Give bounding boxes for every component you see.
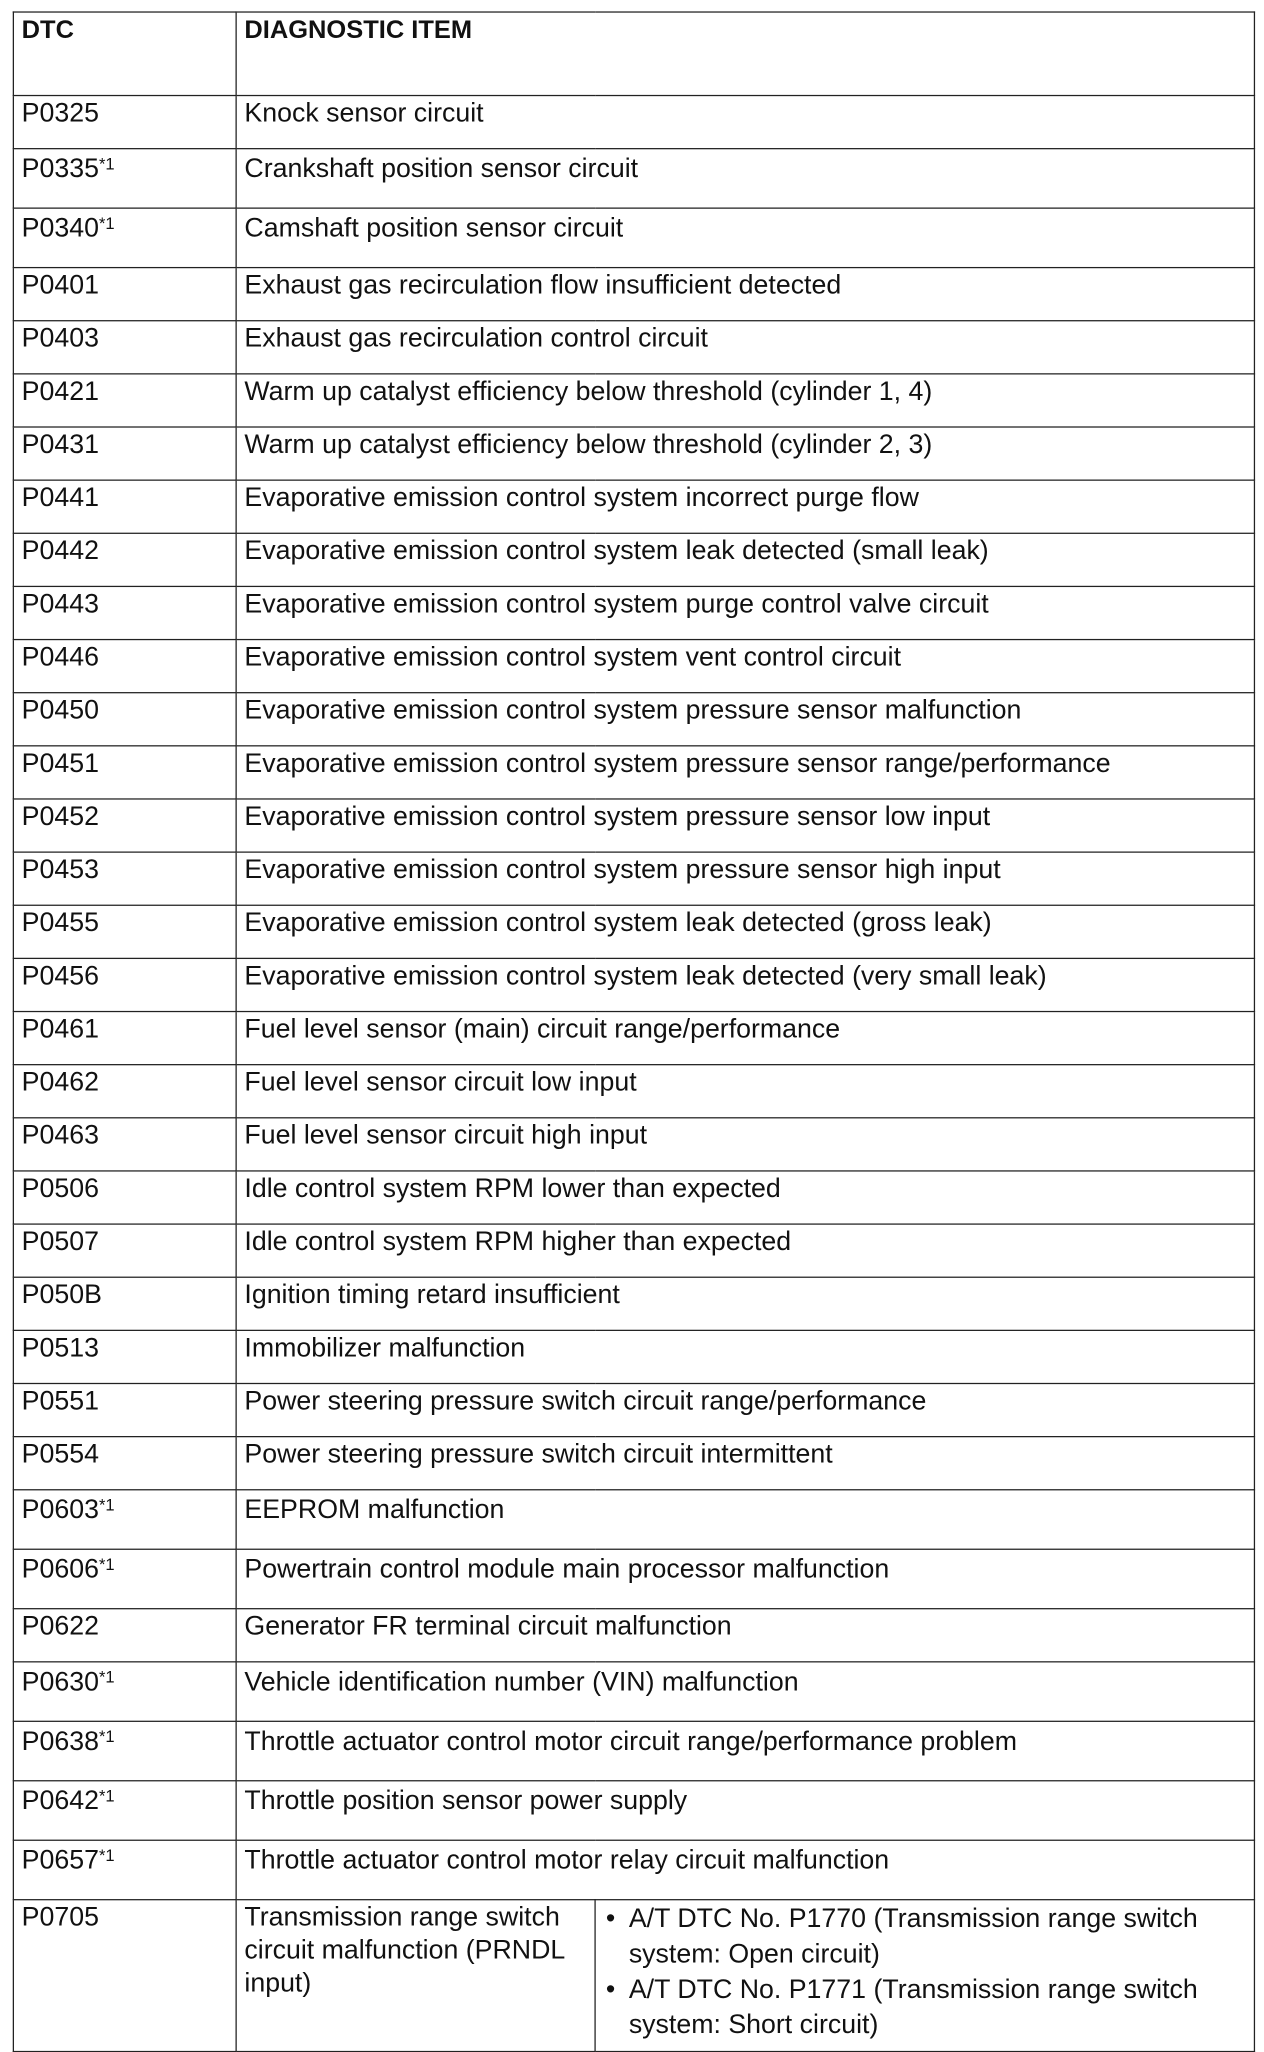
table-row — [13, 1609, 1254, 1662]
dtc-code: P0441 — [21, 483, 99, 513]
table-row-p0705 — [13, 1900, 1254, 2052]
dtc-code-cell — [13, 374, 236, 427]
dtc-code-cell — [13, 693, 236, 746]
diagnostic-item-cell: Power steering pressure switch circuit intermittent — [236, 1437, 1254, 1490]
dtc-code: P0401 — [21, 270, 99, 300]
table-row — [13, 1662, 1254, 1721]
dtc-code: P0456 — [21, 961, 99, 991]
footnote-marker: *1 — [98, 154, 115, 174]
related-dtc-item: • A/T DTC No. P1770 (Transmission range switch system: Open circuit) — [624, 1902, 1246, 1973]
dtc-code-cell — [13, 1224, 236, 1277]
diagnostic-item-cell: Exhaust gas recirculation flow insufficient detected — [236, 268, 1254, 321]
dtc-code-cell — [13, 96, 236, 149]
diagnostic-item-cell: Evaporative emission control system purge control valve circuit — [236, 586, 1254, 639]
table-row — [13, 1437, 1254, 1490]
dtc-code: P0507 — [21, 1227, 99, 1257]
dtc-code: P0630 — [21, 1667, 99, 1697]
dtc-code-cell — [13, 1781, 236, 1840]
table-row — [13, 1012, 1254, 1065]
dtc-code: P0453 — [21, 855, 99, 885]
table-row — [13, 149, 1254, 208]
dtc-code-cell — [13, 149, 236, 208]
table-row — [13, 208, 1254, 267]
dtc-code: P0622 — [21, 1611, 99, 1641]
related-dtc-item: • A/T DTC No. P1771 (Transmission range switch system: Short circuit) — [624, 1972, 1246, 2043]
dtc-code: P0442 — [21, 536, 99, 566]
dtc-code: P0451 — [21, 748, 99, 779]
table-row — [13, 958, 1254, 1011]
table-row — [13, 1383, 1254, 1436]
dtc-code: P0431 — [21, 430, 99, 460]
diagnostic-item-cell: Evaporative emission control system pressure sensor range/performance — [236, 746, 1254, 799]
diagnostic-item-cell: Throttle actuator control motor circuit range/performance problem — [236, 1721, 1254, 1780]
table-row — [13, 1721, 1254, 1780]
diagnostic-item-cell: Fuel level sensor circuit low input — [236, 1065, 1254, 1118]
diagnostic-item-cell: Exhaust gas recirculation control circuit — [236, 321, 1254, 374]
dtc-code: P0443 — [21, 589, 99, 619]
dtc-code: P0452 — [21, 802, 99, 832]
dtc-code: P0705 — [21, 1902, 99, 1932]
diagnostic-item-cell: Camshaft position sensor circuit — [236, 208, 1254, 267]
dtc-code-cell — [13, 1609, 236, 1662]
table-row — [13, 693, 1254, 746]
table-row — [13, 1330, 1254, 1383]
table-row — [13, 321, 1254, 374]
dtc-code: P0461 — [21, 1014, 99, 1044]
dtc-code-cell — [13, 1383, 236, 1436]
diagnostic-item-cell: Throttle actuator control motor relay circuit malfunction — [236, 1840, 1254, 1899]
footnote-marker: *1 — [98, 1495, 115, 1515]
dtc-code-cell — [13, 1437, 236, 1490]
dtc-code: P0421 — [21, 377, 99, 407]
dtc-code-cell — [13, 1549, 236, 1608]
dtc-code-cell — [13, 1490, 236, 1549]
dtc-code: P0325 — [21, 98, 99, 128]
dtc-code-cell — [13, 208, 236, 267]
dtc-code-cell — [13, 427, 236, 480]
dtc-code: P0506 — [21, 1174, 99, 1204]
diagnostic-item-cell: Generator FR terminal circuit malfunction — [236, 1609, 1254, 1662]
dtc-code-cell — [13, 1840, 236, 1899]
dtc-code: P0551 — [21, 1386, 99, 1416]
diagnostic-item-cell: Idle control system RPM higher than expected — [236, 1224, 1254, 1277]
diagnostic-item-column-header: DIAGNOSTIC ITEM — [236, 12, 1254, 96]
dtc-code: P0463 — [21, 1120, 99, 1151]
related-dtc-list — [603, 1902, 1246, 2044]
dtc-code-cell — [13, 1330, 236, 1383]
dtc-code-cell — [13, 1065, 236, 1118]
table-row — [13, 1549, 1254, 1608]
diagnostic-item-cell: Knock sensor circuit — [236, 96, 1254, 149]
dtc-code-cell — [13, 905, 236, 958]
dtc-code-cell — [13, 586, 236, 639]
dtc-code-cell — [13, 1277, 236, 1330]
diagnostic-item-cell: Immobilizer malfunction — [236, 1330, 1254, 1383]
dtc-code: P0455 — [21, 908, 99, 938]
table-row — [13, 427, 1254, 480]
dtc-code: P0638 — [21, 1726, 99, 1757]
table-row — [13, 746, 1254, 799]
diagnostic-item-cell: Power steering pressure switch circuit range/performance — [236, 1383, 1254, 1436]
diagnostic-item-cell: Evaporative emission control system leak detected (gross leak) — [236, 905, 1254, 958]
dtc-table — [13, 11, 1255, 2052]
dtc-code: P0606 — [21, 1554, 99, 1585]
dtc-code: P0462 — [21, 1067, 99, 1097]
table-row — [13, 1781, 1254, 1840]
table-row — [13, 1490, 1254, 1549]
dtc-code-cell — [13, 321, 236, 374]
dtc-code-cell — [13, 746, 236, 799]
table-row — [13, 1224, 1254, 1277]
diagnostic-item-cell: Evaporative emission control system leak detected (small leak) — [236, 533, 1254, 586]
dtc-code-cell — [13, 480, 236, 533]
table-row — [13, 533, 1254, 586]
table-row — [13, 640, 1254, 693]
table-row — [13, 374, 1254, 427]
table-row — [13, 1118, 1254, 1171]
dtc-code: P0450 — [21, 695, 99, 725]
dtc-code-cell — [13, 1900, 236, 2052]
dtc-code: P0340 — [21, 213, 99, 243]
diagnostic-item-cell: Evaporative emission control system pressure sensor malfunction — [236, 693, 1254, 746]
dtc-code-cell — [13, 958, 236, 1011]
dtc-code: P050B — [21, 1280, 102, 1310]
diagnostic-item-cell: Evaporative emission control system pressure sensor low input — [236, 799, 1254, 852]
diagnostic-item-cell: Evaporative emission control system leak detected (very small leak) — [236, 958, 1254, 1011]
table-row — [13, 1171, 1254, 1224]
dtc-code-cell — [13, 1118, 236, 1171]
table-row — [13, 96, 1254, 149]
dtc-code: P0642 — [21, 1786, 99, 1816]
dtc-code: P0603 — [21, 1495, 99, 1525]
diagnostic-item-cell: Powertrain control module main processor malfunction — [236, 1549, 1254, 1608]
table-row — [13, 586, 1254, 639]
table-row — [13, 1065, 1254, 1118]
table-row — [13, 799, 1254, 852]
table-body — [13, 96, 1254, 2052]
diagnostic-item-cell: Crankshaft position sensor circuit — [236, 149, 1254, 208]
dtc-column-header: DTC — [13, 12, 236, 96]
footnote-marker: *1 — [98, 1667, 115, 1687]
table-row — [13, 1840, 1254, 1899]
dtc-code: P0513 — [21, 1333, 99, 1363]
dtc-code: P0554 — [21, 1439, 99, 1469]
dtc-code: P0657 — [21, 1845, 99, 1876]
diagnostic-item-cell: Evaporative emission control system vent control circuit — [236, 640, 1254, 693]
table-row — [13, 905, 1254, 958]
dtc-code-cell — [13, 852, 236, 905]
footnote-marker: *1 — [98, 1554, 115, 1574]
dtc-code-cell — [13, 799, 236, 852]
diagnostic-item-cell: Idle control system RPM lower than expected — [236, 1171, 1254, 1224]
diagnostic-item-cell: Evaporative emission control system pressure sensor high input — [236, 852, 1254, 905]
dtc-code-cell — [13, 640, 236, 693]
dtc-code: P0335 — [21, 154, 99, 184]
diagnostic-item-cell: Fuel level sensor circuit high input — [236, 1118, 1254, 1171]
diagnostic-item-cell: Transmission range switch circuit malfunction (PRNDL input) — [236, 1900, 595, 2052]
table-header-row — [13, 12, 1254, 96]
diagnostic-item-cell: EEPROM malfunction — [236, 1490, 1254, 1549]
diagnostic-item-cell: Warm up catalyst efficiency below threshold (cylinder 1, 4) — [236, 374, 1254, 427]
footnote-marker: *1 — [98, 1726, 115, 1746]
diagnostic-item-cell: Throttle position sensor power supply — [236, 1781, 1254, 1840]
table-row — [13, 1277, 1254, 1330]
diagnostic-item-cell: Fuel level sensor (main) circuit range/performance — [236, 1012, 1254, 1065]
dtc-code-cell — [13, 1171, 236, 1224]
footnote-marker: *1 — [98, 1845, 115, 1865]
dtc-code-cell — [13, 533, 236, 586]
dtc-code-cell — [13, 1662, 236, 1721]
diagnostic-item-cell: Evaporative emission control system incorrect purge flow — [236, 480, 1254, 533]
related-dtc-cell — [595, 1900, 1254, 2052]
table-row — [13, 268, 1254, 321]
dtc-code: P0403 — [21, 323, 99, 353]
dtc-code-cell — [13, 1721, 236, 1780]
table-row — [13, 480, 1254, 533]
dtc-code: P0446 — [21, 642, 99, 672]
footnote-marker: *1 — [98, 213, 115, 233]
diagnostic-item-cell: Warm up catalyst efficiency below threshold (cylinder 2, 3) — [236, 427, 1254, 480]
dtc-code-cell — [13, 1012, 236, 1065]
table-row — [13, 852, 1254, 905]
diagnostic-item-cell: Vehicle identification number (VIN) malfunction — [236, 1662, 1254, 1721]
diagnostic-item-cell: Ignition timing retard insufficient — [236, 1277, 1254, 1330]
footnote-marker: *1 — [98, 1786, 115, 1806]
dtc-code-cell — [13, 268, 236, 321]
